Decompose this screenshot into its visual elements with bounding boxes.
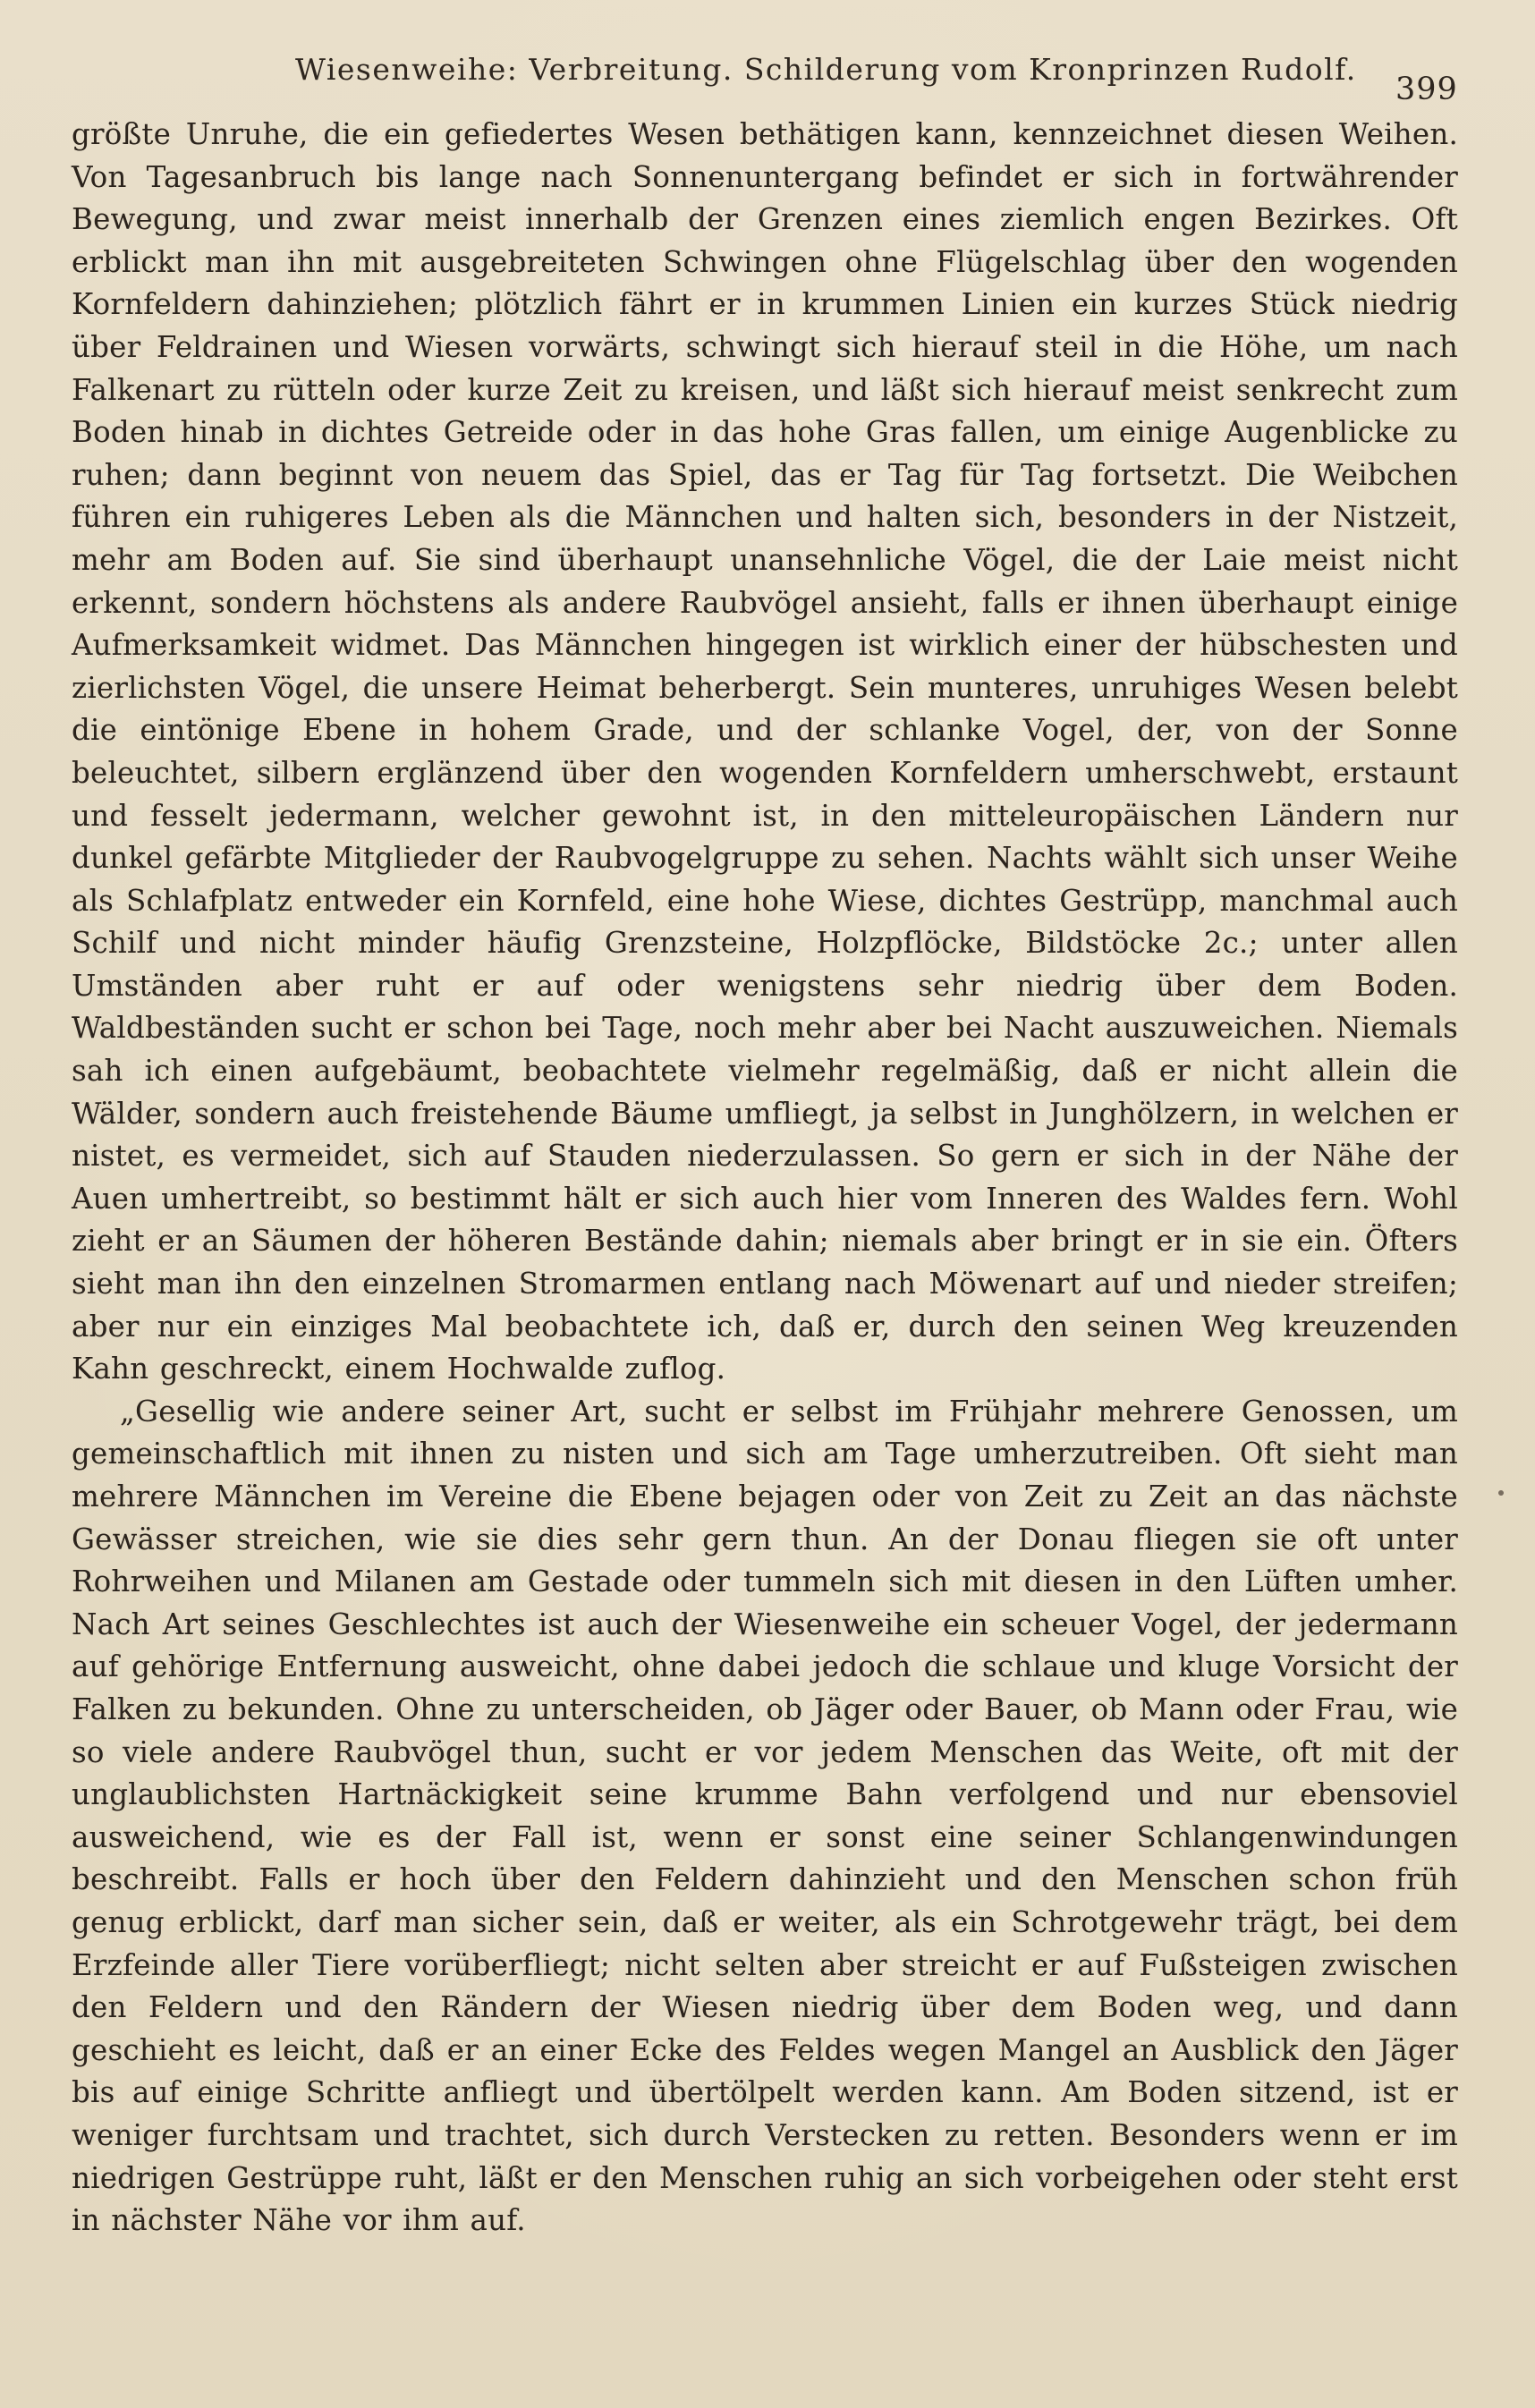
page-number: 399	[1395, 72, 1458, 107]
margin-speck	[1498, 1490, 1504, 1496]
running-head: Wiesenweihe: Verbreitung. Schilderung vom Kronprinzen Rudolf.	[295, 52, 1357, 87]
body-text	[72, 114, 1458, 2243]
paragraph: „Gesellig wie andere seiner Art, sucht er selbst im Frühjahr mehrere Genossen, um gemeinschaftlich mit ihnen zu nisten und sich am Tage umherzutreiben. Oft sieht man mehrere Männchen im Vereine die Ebene bejagen oder von Zeit zu Zeit an das nächste Gewässer streichen, wie sie dies sehr gern thun. An der Donau fliegen sie oft unter Rohrweihen und Milanen am Gestade oder tummeln sich mit diesen in den Lüften umher. Nach Art seines Geschlechtes ist auch der Wiesenweihe ein scheuer Vogel, der jedermann auf gehörige Entfernung ausweicht, ohne dabei jedoch die schlaue und kluge Vorsicht der Falken zu bekunden. Ohne zu unterscheiden, ob Jäger oder Bauer, ob Mann oder Frau, wie so viele andere Raubvögel thun, sucht er vor jedem Menschen das Weite, oft mit der unglaublichsten Hartnäckigkeit seine krumme Bahn verfolgend und nur ebensoviel ausweichend, wie es der Fall ist, wenn er sonst eine seiner Schlangenwindungen beschreibt. Falls er hoch über den Feldern dahinzieht und den Menschen schon früh genug erblickt, darf man sicher sein, daß er weiter, als ein Schrotgewehr trägt, bei dem Erzfeinde aller Tiere vorüberfliegt; nicht selten aber streicht er auf Fußsteigen zwischen den Feldern und den Rändern der Wiesen niedrig über dem Boden weg, und dann geschieht es leicht, daß er an einer Ecke des Feldes wegen Mangel an Ausblick den Jäger bis auf einige Schritte anfliegt und übertölpelt werden kann. Am Boden sitzend, ist er weniger furchtsam und trachtet, sich durch Verstecken zu retten. Besonders wenn er im niedrigen Gestrüppe ruht, läßt er den Menschen ruhig an sich vorbeigehen oder steht erst in nächster Nähe vor ihm auf.	[72, 1394, 1458, 2238]
paragraph: größte Unruhe, die ein gefiedertes Wesen bethätigen kann, kennzeichnet diesen Weihen. Von Tagesanbruch bis lange nach Sonnenuntergang befindet er sich in fortwährender Bewegung, und zwar meist innerhalb der Grenzen eines ziemlich engen Bezirkes. Oft erblickt man ihn mit ausgebreiteten Schwingen ohne Flügelschlag über den wogenden Kornfeldern dahinziehen; plötzlich fährt er in krummen Linien ein kurzes Stück niedrig über Feldrainen und Wiesen vorwärts, schwingt sich hierauf steil in die Höhe, um nach Falkenart zu rütteln oder kurze Zeit zu kreisen, und läßt sich hierauf meist senkrecht zum Boden hinab in dichtes Getreide oder in das hohe Gras fallen, um einige Augenblicke zu ruhen; dann beginnt von neuem das Spiel, das er Tag für Tag fortsetzt. Die Weibchen führen ein ruhigeres Leben als die Männchen und halten sich, besonders in der Nistzeit, mehr am Boden auf. Sie sind überhaupt unansehnliche Vögel, die der Laie meist nicht erkennt, sondern höchstens als andere Raubvögel ansieht, falls er ihnen überhaupt einige Aufmerksamkeit widmet. Das Männchen hingegen ist wirklich einer der hübschesten und zierlichsten Vögel, die unsere Heimat beherbergt. Sein munteres, unruhiges Wesen belebt die eintönige Ebene in hohem Grade, und der schlanke Vogel, der, von der Sonne beleuchtet, silbern erglänzend über den wogenden Kornfeldern umherschwebt, erstaunt und fesselt jedermann, welcher gewohnt ist, in den mitteleuropäischen Ländern nur dunkel gefärbte Mitglieder der Raubvogelgruppe zu sehen. Nachts wählt sich unser Weihe als Schlafplatz entweder ein Kornfeld, eine hohe Wiese, dichtes Gestrüpp, manchmal auch Schilf und nicht minder häufig Grenzsteine, Holzpflöcke, Bildstöcke 2c.; unter allen Umständen aber ruht er auf oder wenigstens sehr niedrig über dem Boden. Waldbeständen sucht er schon bei Tage, noch mehr aber bei Nacht auszuweichen. Niemals sah ich einen aufgebäumt, beobachtete vielmehr regelmäßig, daß er nicht allein die Wälder, sondern auch freistehende Bäume umfliegt, ja selbst in Junghölzern, in welchen er nistet, es vermeidet, sich auf Stauden niederzulassen. So gern er sich in der Nähe der Auen umhertreibt, so bestimmt hält er sich auch hier vom Inneren des Waldes fern. Wohl zieht er an Säumen der höheren Bestände dahin; niemals aber bringt er in sie ein. Öfters sieht man ihn den einzelnen Stromarmen entlang nach Möwenart auf und nieder streifen; aber nur ein einziges Mal beobachtete ich, daß er, durch den seinen Weg kreuzenden Kahn geschreckt, einem Hochwalde zuflog.	[72, 117, 1458, 1386]
